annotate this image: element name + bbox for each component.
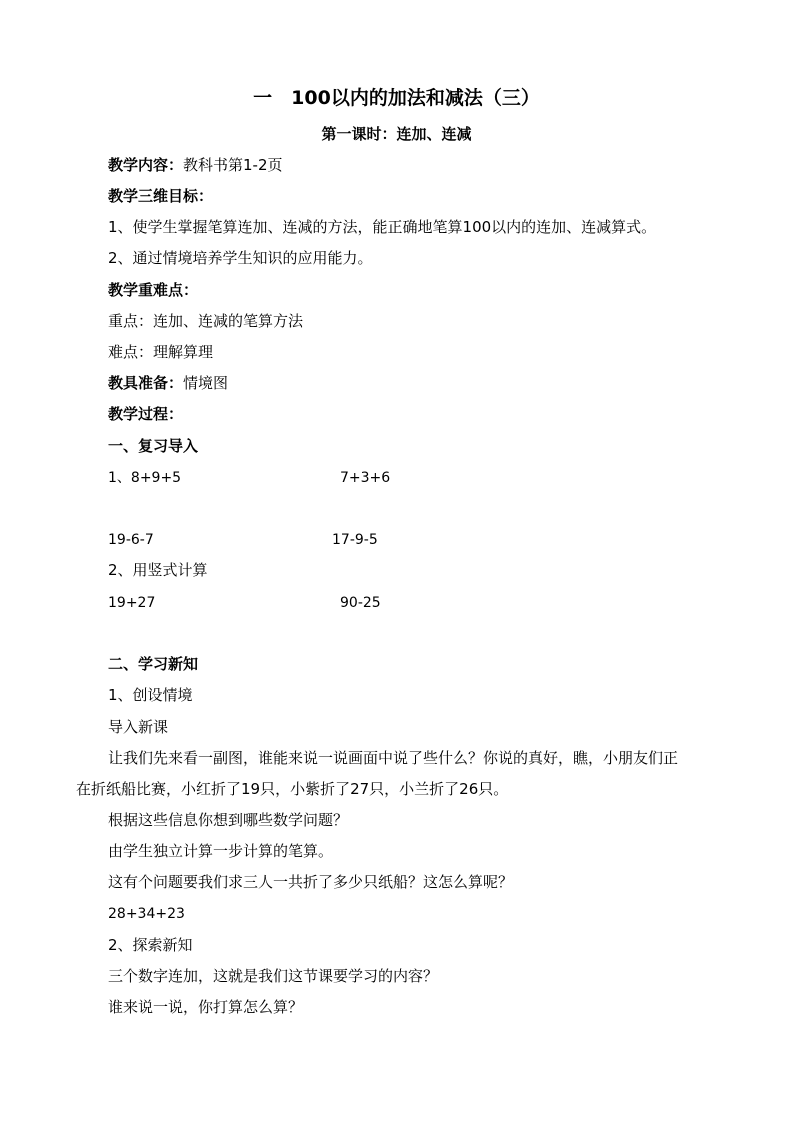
goal-item-2: 2、通过情境培养学生知识的应用能力。 xyxy=(108,249,373,267)
paragraph-1-line-1: 让我们先来看一副图，谁能来说一说画面中说了些什么？你说的真好，瞧，小朋友们正 xyxy=(108,749,679,767)
step-2-label: 2、探索新知 xyxy=(108,936,193,954)
section-1-heading: 一、复习导入 xyxy=(108,437,199,455)
exercise-1c: 19-6-7 xyxy=(108,532,154,548)
lesson-subtitle: 第一课时：连加、连减 xyxy=(321,125,472,143)
teaching-tools-value: 情境图 xyxy=(183,374,229,392)
exercise-2-label: 2、用竖式计算 xyxy=(108,561,208,579)
formula: 28+34+23 xyxy=(108,906,185,922)
exercise-2a: 19+27 xyxy=(108,595,156,611)
goals-heading: 教学三维目标： xyxy=(108,187,214,205)
paragraph-5: 三个数字连加，这就是我们这节课要学习的内容？ xyxy=(108,967,439,985)
goal-item-1: 1、使学生掌握笔算连加、连减的方法，能正确地笔算100以内的连加、连减算式。 xyxy=(108,218,657,236)
hard-point: 难点：理解算理 xyxy=(108,343,214,361)
step-1-label: 1、创设情境 xyxy=(108,686,193,704)
difficulty-heading: 教学重难点： xyxy=(108,281,199,299)
paragraph-4: 这有个问题要我们求三人一共折了多少只纸船？这怎么算呢？ xyxy=(108,873,514,891)
teaching-content-value: 教科书第1-2页 xyxy=(183,156,283,174)
intro-text: 导入新课 xyxy=(108,718,169,736)
page-title: 一 100以内的加法和减法（三） xyxy=(253,87,540,109)
paragraph-3: 由学生独立计算一步计算的笔算。 xyxy=(108,842,334,860)
section-2-heading: 二、学习新知 xyxy=(108,655,199,673)
paragraph-1-line-2: 在折纸船比赛，小红折了19只，小紫折了27只，小兰折了26只。 xyxy=(76,780,509,798)
teaching-tools xyxy=(108,373,228,393)
teaching-content-label: 教学内容： xyxy=(108,156,184,174)
key-point: 重点：连加、连减的笔算方法 xyxy=(108,312,304,330)
exercise-2b: 90-25 xyxy=(340,595,381,611)
exercise-1d: 17-9-5 xyxy=(332,532,378,548)
paragraph-2: 根据这些信息你想到哪些数学问题？ xyxy=(108,811,349,829)
process-heading: 教学过程： xyxy=(108,405,184,423)
teaching-content xyxy=(108,155,283,175)
exercise-1a: 1、8+9+5 xyxy=(108,470,182,486)
teaching-tools-label: 教具准备： xyxy=(108,374,184,392)
exercise-1b: 7+3+6 xyxy=(340,470,391,486)
paragraph-6: 谁来说一说，你打算怎么算？ xyxy=(108,998,304,1016)
